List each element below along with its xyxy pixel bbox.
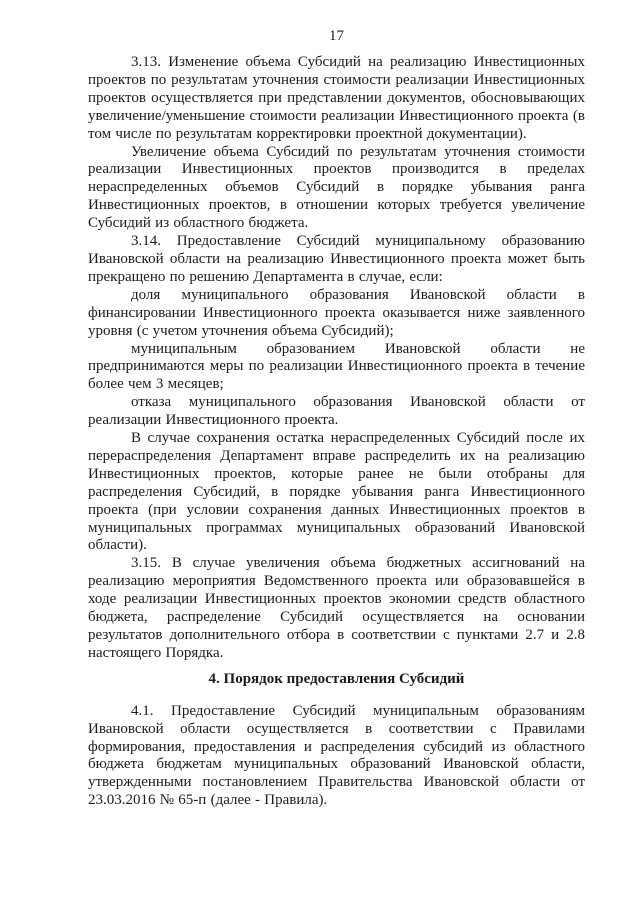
paragraph-4-1: 4.1. Предоставление Субсидий муниципальным образованиям Ивановской области осуществляется в соответствии с Правилами формирования, предоставления и распределения субсидий из областного бюджета бюджетам муниципальных образований Ивановской области, утвержденными постановлением Правительства Ивановской области от 23.03.2016 № 65-п (далее - Правила). <box>88 702 585 809</box>
paragraph-3-13: 3.13. Изменение объема Субсидий на реализацию Инвестиционных проектов по результатам уточнения стоимости реализации Инвестиционных проектов осуществляется при представлении документов, обосновывающих увеличение/уменьшение стоимости реализации Инвестиционного проекта (в том числе по результатам корректировки проектной документации). <box>88 54 585 142</box>
document-body <box>88 54 585 810</box>
clause-refusal: отказа муниципального образования Ивановской области от реализации Инвестиционного проекта. <box>88 394 585 429</box>
paragraph-3-14: 3.14. Предоставление Субсидий муниципальному образованию Ивановской области на реализацию Инвестиционного проекта может быть прекращено по решению Департамента в случае, если: <box>88 233 585 285</box>
paragraph-3-15: 3.15. В случае увеличения объема бюджетных ассигнований на реализацию мероприятия Ведомственного проекта или образовавшейся в ходе реализации Инвестиционных проектов экономии средств областного бюджета, распределение Субсидий осуществляется на основании результатов дополнительного отбора в соответствии с пунктами 2.7 и 2.8 настоящего Порядка. <box>88 555 585 661</box>
paragraph-remainder-redistribution: В случае сохранения остатка нераспределенных Субсидий после их перераспределения Департамент вправе распределить их на реализацию Инвестиционных проектов, которые ранее не были отобраны для распределения Субсидий, в порядке убывания ранга Инвестиционного проекта (при условии сохранения данных Инвестиционных проектов в муниципальных программах муниципальных образований Ивановской области). <box>88 430 585 554</box>
paragraph-subsidy-increase: Увеличение объема Субсидий по результатам уточнения стоимости реализации Инвестиционных проектов производится в пределах нераспределенных объемов Субсидий в порядке убывания ранга Инвестиционных проектов, в отношении которых требуется увеличение Субсидий из областного бюджета. <box>88 143 585 232</box>
clause-no-measures-taken: муниципальным образованием Ивановской области не предпринимаются меры по реализации Инвестиционного проекта в течение более чем 3 месяцев; <box>88 340 585 393</box>
page-number: 17 <box>329 28 344 44</box>
section-4-heading: 4. Порядок предоставления Субсидий <box>208 670 465 687</box>
clause-municipal-share: доля муниципального образования Ивановской области в финансировании Инвестиционного проекта оказывается ниже заявленного уровня (с учетом уточнения объема Субсидий); <box>88 286 585 339</box>
